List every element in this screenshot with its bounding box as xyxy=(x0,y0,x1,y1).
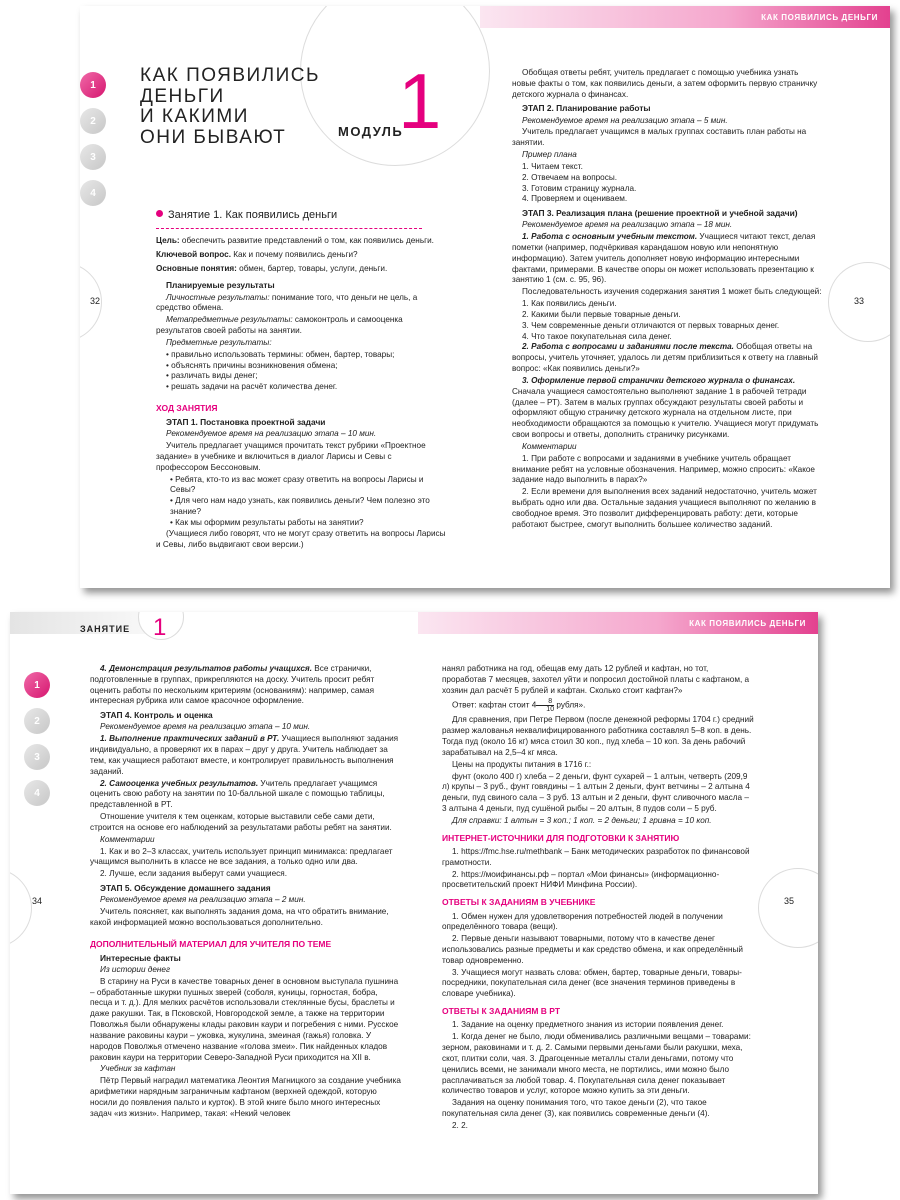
stage1-time: Рекомендуемое время на реализацию этапа – 10 мин. xyxy=(166,429,377,439)
step-label: 1. Выполнение практических заданий в РТ. xyxy=(100,734,280,744)
answer-item: 2. 2. xyxy=(452,1120,468,1130)
comments-label: Комментарии xyxy=(522,441,577,451)
title-line: КАК ПОЯВИЛИСЬ xyxy=(140,65,320,86)
comment: 1. При работе с вопросами и заданиями в учебнике учитель обращает внимание ребят на условные обозначения. Например, можно спросить: «Какое задание надо выполнить в парах?» xyxy=(512,453,815,485)
list-item: • Как мы оформим результаты работы на занятии? xyxy=(170,518,446,529)
list-item: 3. Готовим страницу журнала. xyxy=(522,183,637,193)
spread-pages-32-33 xyxy=(80,6,890,588)
stage2-time: Рекомендуемое время на реализацию этапа – 5 мин. xyxy=(522,115,728,125)
title-line: ДЕНЬГИ xyxy=(140,85,225,107)
lesson-title-text: Занятие 1. Как появились деньги xyxy=(168,209,338,221)
page-number-left: 32 xyxy=(90,296,101,306)
bullet-dot xyxy=(156,210,163,217)
list-item: 2. Отвечаем на вопросы. xyxy=(522,172,617,182)
right-column xyxy=(512,68,824,531)
step-label: 2. Самооценка учебных результатов. xyxy=(100,778,259,788)
stage3-heading: ЭТАП 3. Реализация плана (решение проектной и учебной задачи) xyxy=(522,208,798,219)
list-item: • правильно использовать термины: обмен, бартер, товары; xyxy=(166,350,446,361)
stage5-text: Учитель поясняет, как выполнять задания дома, на что обратить внимание, какой информацией можно воспользоваться дополнительно. xyxy=(90,906,389,927)
page-number-left: 34 xyxy=(32,896,43,906)
caftan-label: Учебник за кафтан xyxy=(100,1064,176,1074)
stage2-heading: ЭТАП 2. Планирование работы xyxy=(522,103,651,114)
fraction-numerator: 8 xyxy=(536,698,554,706)
comment: 2. Лучше, если задания выберут сами учащиеся. xyxy=(100,869,287,879)
module-label: МОДУЛЬ xyxy=(338,124,404,139)
step-label: 2. Работа с вопросами и заданиями после текста. xyxy=(522,342,734,352)
answer-item: 1. Обмен нужен для удовлетворения потребностей людей в получении определённого товара (вещи). xyxy=(442,911,723,932)
side-tab-4[interactable]: 4 xyxy=(24,780,50,806)
paragraph: Последовательность изучения содержания занятия 1 может быть следующей: xyxy=(522,287,822,297)
answer-text: рубля». xyxy=(554,701,586,711)
history-text: В старину на Руси в качестве товарных денег в основном выступала пушнина – обработанные шкурки пушных зверей (соболя, куницы, горностая, бобра, песца и т. д.). Для мелких расчётов использовали стеклянные бусы, браслеты и даже ракушки. Так, в Псковской, Новгородской земле, а также на территории Поволжья были обнаружены клады раковин каури и погребения с ними. Русское название раковины каури – ужовка, жукулина, змеиная (гажья) головка. У народов Поволжья отмечено название «голова змеи». Пик найденных кладов раковин каури на территории Северо-Западной Руси приходится на XII в. xyxy=(90,976,399,1062)
paragraph: Отношение учителя к тем оценкам, которые выставили себе сами дети, строится на основе его наблюдений за результатами работы ребят на занятии. xyxy=(90,812,392,832)
right-page-tab xyxy=(758,868,818,948)
fraction xyxy=(536,698,554,713)
goal-label: Цель: xyxy=(156,236,180,245)
answer-item: 3. Учащиеся могут назвать слова: обмен, бартер, товарные деньги, товары-посредники, покупательная сила денег (все значения терминов приведены в словаре учебника). xyxy=(442,967,742,999)
step-text: Все странички, подготовленные в группах, прикрепляются на доску. Учитель просит ребят оценить работы по нескольким критериям (основаниям): например, самая интересная рубрика или самое красочное оформление. xyxy=(90,664,375,706)
fraction-denominator: 10 xyxy=(546,706,555,714)
stage1-list xyxy=(170,475,446,529)
header-band xyxy=(480,6,890,28)
side-tab-1[interactable]: 1 xyxy=(24,672,50,698)
goal-text: обеспечить развитие представлений о том, как появились деньги. xyxy=(179,236,434,245)
left-column xyxy=(90,664,402,1120)
stage4-time: Рекомендуемое время на реализацию этапа – 10 мин. xyxy=(100,722,311,732)
stage1-text: Учитель предлагает учащимся прочитать текст рубрики «Проектное задание» в учебнике и включиться в диалог Ларисы и Севы с профессором Бессоновым. xyxy=(156,441,426,472)
answer-item: Задания на оценку понимания того, что такое деньги (2), что такое покупательная сила денег (3), как появились современные деньги (4). xyxy=(442,1098,710,1118)
side-tab-3[interactable]: 3 xyxy=(80,144,106,170)
stage4-heading: ЭТАП 4. Контроль и оценка xyxy=(100,710,213,721)
right-column xyxy=(442,664,754,1133)
side-tab-2[interactable]: 2 xyxy=(24,708,50,734)
step-label: 4. Демонстрация результатов работы учащихся. xyxy=(100,664,313,673)
list-item: 1. Читаем текст. xyxy=(522,161,583,171)
meta-label: Метапредметные результаты: xyxy=(166,315,293,325)
stage1-heading: ЭТАП 1. Постановка проектной задачи xyxy=(166,417,326,428)
list-item: 1. Как появились деньги. xyxy=(522,299,617,309)
running-header: КАК ПОЯВИЛИСЬ ДЕНЬГИ xyxy=(689,619,806,628)
course-heading: ХОД ЗАНЯТИЯ xyxy=(156,403,218,414)
answer-item: 1. Когда денег не было, люди обменивались различными вещами – товарами: зерном, раковинами и т. д. 2. Самыми первыми деньгами были ракушки, меха, скот, плитки соли, чая. 3. Драгоценные металлы стали деньгами, потому что ценились всеми, не занимали много места, не портились, ими можно было расплачиваться за любой товар. 4. Покупательная сила денег показывает количество товаров и услуг, которое можно купить за эти деньги. xyxy=(442,1032,751,1096)
facts-heading: Интересные факты xyxy=(100,952,181,963)
module-number: 1 xyxy=(398,57,442,145)
side-tab-4[interactable]: 4 xyxy=(80,180,106,206)
link-item[interactable]: 1. https://fmc.hse.ru/methbank – Банк методических разработок по финансовой грамотности. xyxy=(442,846,750,867)
step-text: Учащиеся выполняют задания индивидуально, а проверяют их в парах – друг у друга. Учитель наблюдает за тем, как учащиеся работают вместе, и контролирует правильность выполнения заданий. xyxy=(90,734,399,776)
answers-workbook-heading: ОТВЕТЫ К ЗАДАНИЯМ В РТ xyxy=(442,1006,561,1017)
dashed-rule xyxy=(156,228,422,229)
answer-item: 2. Первые деньги называют товарными, потому что в качестве денег использовались разные предметы и как средство обмена, и как определённый товар одновременно. xyxy=(442,934,743,965)
key-question-text: Как и почему появились деньги? xyxy=(231,249,358,259)
lesson-title xyxy=(156,209,337,221)
page-number-right: 35 xyxy=(784,896,795,906)
list-item: 4. Проверяем и оцениваем. xyxy=(522,194,628,204)
concepts-label: Основные понятия: xyxy=(156,263,237,273)
header-lesson-label: ЗАНЯТИЕ xyxy=(80,624,131,634)
comment: 2. Если времени для выполнения всех заданий недостаточно, учитель может выбрать одно или два. Остальные задания учащиеся выполняют по желанию в свободное время. Это позволит дифференцировать работу: дети, которые работают быстрее, смогут выполнить большее количество заданий. xyxy=(512,487,817,529)
concepts-text: обмен, бартер, товары, услуги, деньги. xyxy=(236,263,388,273)
step-label: 1. Работа с основным учебным текстом. xyxy=(522,232,698,242)
extra-material-heading: ДОПОЛНИТЕЛЬНЫЙ МАТЕРИАЛ ДЛЯ УЧИТЕЛЯ ПО ТЕМЕ xyxy=(90,938,332,949)
step-text: Сначала учащиеся самостоятельно выполняют задание 1 в рабочей тетради (далее – РТ). Затем в малых группах обсуждают результаты своей работы и оформляют общую страничку детского журнала на отдельном листе, при необходимости обращаются за помощью к учителю. Учащиеся могут придумать свои вопросы и ответы, дополнить страничку рисунками. xyxy=(512,386,819,440)
module-circle xyxy=(300,6,490,166)
comments-label: Комментарии xyxy=(100,834,155,844)
header-band xyxy=(418,612,818,634)
list-item: • Ребята, кто-то из вас может сразу ответить на вопросы Ларисы и Севы? xyxy=(170,475,446,497)
stage2-text: Учитель предлагает учащимся в малых группах составить план работы на занятии. xyxy=(512,127,807,148)
plan-list xyxy=(522,162,824,205)
paragraph: фунт (около 400 г) хлеба – 2 деньги, фунт сухарей – 1 алтын, четверть (209,9 л) крупы – 3 руб., фунт говядины – 1 алтын 2 деньги, фунт ветчины – 2 алтына 4 деньги, пуд свиного сала – 3 руб. 13 алтын и 2 деньги, фунт сливочного масла – 3 алтына 4 деньги, пуд сушёной рыбы – 20 алтын, 8 пудов соли – 5 руб. xyxy=(442,771,750,814)
title-line: ОНИ БЫВАЮТ xyxy=(140,126,287,148)
stage1-note: (Учащиеся либо говорят, что не могут сразу ответить на вопросы Ларисы и Севы, либо выдвигают свои версии.) xyxy=(156,528,446,549)
paragraph: Обобщая ответы ребят, учитель предлагает с помощью учебника узнать новые факты о том, как появились деньги, а затем оформить первую страничку детского журнала о финансах. xyxy=(512,68,818,99)
side-tab-1[interactable]: 1 xyxy=(80,72,106,98)
running-header: КАК ПОЯВИЛИСЬ ДЕНЬГИ xyxy=(761,13,878,22)
list-item: 4. Что такое покупательная сила денег. xyxy=(522,331,672,341)
personal-text: понимание того, что деньги не цель, а средство обмена. xyxy=(156,292,418,313)
answers-textbook-heading: ОТВЕТЫ К ЗАДАНИЯМ В УЧЕБНИКЕ xyxy=(442,897,596,908)
list-item: • объяснять причины возникновения обмена; xyxy=(166,361,446,372)
page-number-right: 33 xyxy=(854,296,865,306)
left-page-tab xyxy=(10,868,32,948)
left-column xyxy=(156,236,446,551)
internet-heading: ИНТЕРНЕТ-ИСТОЧНИКИ ДЛЯ ПОДГОТОВКИ К ЗАНЯТИЮ xyxy=(442,832,680,843)
answer-text: Ответ: кафтан стоит 4 xyxy=(452,701,537,711)
list-item: 2. Какими были первые товарные деньги. xyxy=(522,309,681,319)
step-label: 3. Оформление первой странички детского журнала о финансах. xyxy=(522,375,796,385)
sequence-list xyxy=(522,299,824,342)
caftan-text: Пётр Первый наградил математика Леонтия Магницкого за создание учебника арифметики нарядным заграничным кафтаном (верхней одеждой, которую носили до появления пальто и курток). В этой книге было много интересных задач «из жизни». Например, такая: «Некий человек xyxy=(90,1076,401,1118)
stage3-time: Рекомендуемое время на реализацию этапа – 18 мин. xyxy=(522,220,733,230)
key-question-label: Ключевой вопрос. xyxy=(156,249,232,259)
history-label: Из истории денег xyxy=(100,964,170,974)
module-title xyxy=(140,66,320,148)
comment: 1. Как и во 2–3 классах, учитель использует принцип минимакса: предлагает учащимся выполнить в классе не все задания, а только одно или два. xyxy=(90,846,393,867)
list-item: • решать задачи на расчёт количества денег. xyxy=(166,382,446,393)
planned-results-heading: Планируемые результаты xyxy=(166,280,275,291)
list-item: • различать виды денег; xyxy=(166,371,446,382)
paragraph: Для сравнения, при Петре Первом (после денежной реформы 1704 г.) средний размер жалованья неквалифицированного работника составлял 5–8 коп. в день. Тогда пуд (около 16 кг) мяса стоил 30 коп., пуд хлеба – 10 коп. За день рабочий зарабатывал на 2,5–4 кг мяса. xyxy=(442,715,754,757)
spread-pages-34-35 xyxy=(10,612,818,1194)
list-item: • Для чего нам надо узнать, как появились деньги? Чем полезно это знание? xyxy=(170,496,446,518)
plan-label: Пример плана xyxy=(522,150,577,160)
link-item[interactable]: 2. https://моифинансы.рф – портал «Мои финансы» (информационно-просветительский проект НИФИ Минфина России). xyxy=(442,869,720,890)
stage5-time: Рекомендуемое время на реализацию этапа – 2 мин. xyxy=(100,895,306,905)
paragraph: Цены на продукты питания в 1716 г.: xyxy=(452,759,592,769)
subject-label: Предметные результаты: xyxy=(166,337,272,347)
step-text: Учитель предлагает учащимся оценить свою работу на занятии по 10-балльной шкале с помощью таблицы, представленной в РТ. xyxy=(90,778,385,810)
subject-list xyxy=(166,350,446,393)
side-tab-2[interactable]: 2 xyxy=(80,108,106,134)
personal-label: Личностные результаты: xyxy=(166,292,270,302)
header-lesson-number: 1 xyxy=(153,614,167,641)
answer-item: 1. Задание на оценку предметного знания из истории появления денег. xyxy=(452,1020,724,1030)
step-text: Обобщая ответы на вопросы, учитель уточняет, удалось ли детям приблизиться к ответу на главный вопрос: «Как появились деньги?» xyxy=(512,342,818,374)
meta-text: самоконтроль и самооценка результатов своей работы на занятии. xyxy=(156,315,403,336)
side-tab-3[interactable]: 3 xyxy=(24,744,50,770)
stage5-heading: ЭТАП 5. Обсуждение домашнего задания xyxy=(100,883,271,893)
title-line: И КАКИМИ xyxy=(140,106,249,128)
step-text: Учащиеся читают текст, делая пометки (например, подчёркивая карандашом новую или непонятную информацию). Затем учитель дополняет новую информацию интересными фактами, примерами. В качестве опоры он может использовать презентацию к занятию 1 (см. с. 95, 96). xyxy=(512,232,816,285)
paragraph: нанял работника на год, обещав ему дать 12 рублей и кафтан, но тот, проработав 7 месяцев, захотел уйти и попросил достойной платы с кафтаном, а хозяин дал расчёт 5 рублей и кафтан. Сколько стоит кафтан?» xyxy=(442,664,750,695)
paragraph: Для справки: 1 алтын = 3 коп.; 1 коп. = 2 деньги; 1 гривна = 10 коп. xyxy=(452,815,712,825)
list-item: 3. Чем современные деньги отличаются от первых товарных денег. xyxy=(522,320,780,330)
